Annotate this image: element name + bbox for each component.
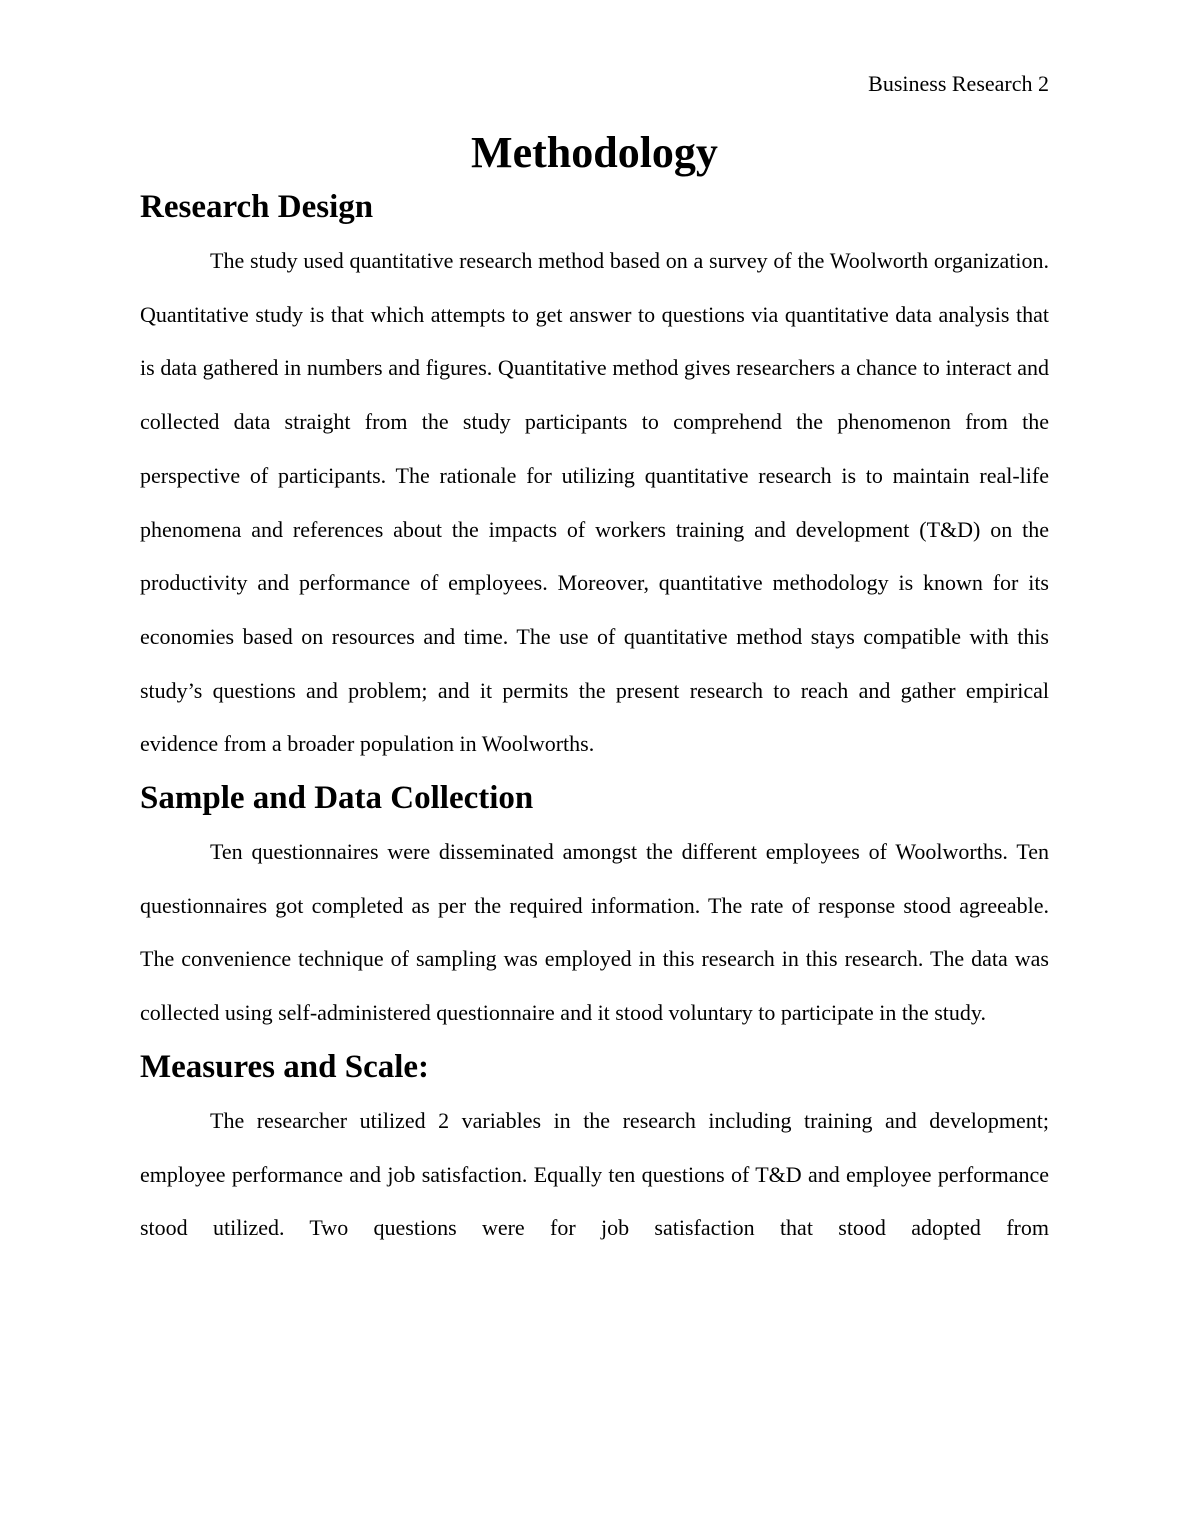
paragraph-measures-scale: The researcher utilized 2 variables in the research including training and development; employee performance and job satisfaction. Equally ten questions of T&D and employee performance stood utilized. Two questions were for job satisfaction that stood adopted from [140, 1107, 1049, 1241]
section-heading-research-design: Research Design [140, 189, 374, 225]
paragraph-research-design: The study used quantitative research method based on a survey of the Woolworth organization. Quantitative study is that which attempts to get answer to questions via quantitative data analysis that is data gathered in numbers and figures. Quantitative method gives researchers a chance to interact and collected data straight from the study participants to comprehend the phenomenon from the perspective of participants. The rationale for utilizing quantitative research is to maintain real-life phenomena and references about the impacts of workers training and development (T&D) on the productivity and performance of employees. Moreover, quantitative methodology is known for its economies based on resources and time. The use of quantitative method stays compatible with this study’s questions and problem; and it permits the present research to reach and gather empirical evidence from a broader population in Woolworths. [140, 248, 1049, 757]
paragraph-sample-data-collection: Ten questionnaires were disseminated amongst the different employees of Woolworths. Ten questionnaires got completed as per the required information. The rate of response stood agreeable. The convenience technique of sampling was employed in this research in this research. The data was collected using self-administered questionnaire and it stood voluntary to participate in the study. [140, 839, 1049, 1026]
document-body [140, 126, 1049, 1255]
running-head: Business Research 2 [868, 71, 1049, 96]
section-heading-measures-scale: Measures and Scale: [140, 1048, 430, 1085]
section-heading-sample-data-collection: Sample and Data Collection [140, 780, 534, 817]
page-title: Methodology [471, 128, 718, 177]
